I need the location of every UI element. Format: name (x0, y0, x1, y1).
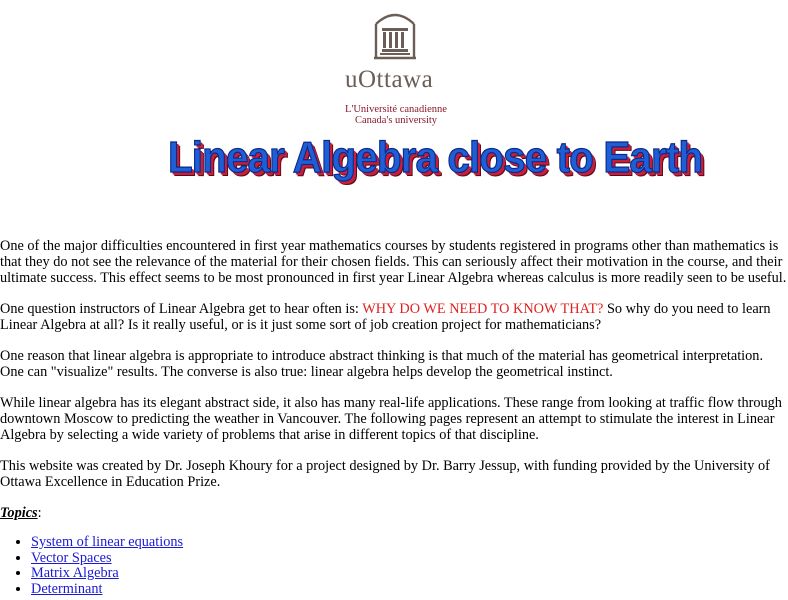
question-highlight: WHY DO WE NEED TO KNOW THAT? (362, 301, 604, 317)
tagline-french: L'Université canadienne (345, 104, 447, 115)
tagline-english: Canada's university (354, 115, 438, 126)
topic-link-determinant[interactable]: Determinant (31, 580, 103, 597)
topic-link-linear-equations[interactable]: System of linear equations (31, 534, 184, 550)
topics-colon: : (37, 505, 42, 521)
topics-list (0, 535, 788, 597)
topics-label: Topics (0, 505, 38, 521)
credits-paragraph: This website was created by Dr. Joseph Khoury for a project designed by Dr. Barry Jessup, with funding provided by the University of Ottawa Excellence in Education Prize. (0, 458, 770, 490)
logo-tagline (343, 104, 449, 126)
question-tail: So why do you need to learn Linear Algebra at all? Is it really useful, or is it just some sort of job creation project for mathematicians? (0, 301, 771, 333)
question-lead: One question instructors of Linear Algebra get to hear often is: (0, 301, 363, 317)
question-paragraph (0, 301, 788, 333)
building-icon (370, 8, 420, 60)
intro-paragraph: One of the major difficulties encountered in first year mathematics courses by students registered in programs other than mathematics is that they do not see the relevance of the material for their chosen fields. This can seriously affect their motivation in the course, and their ultimate success. This effect seems to be most pronounced in first year Linear Algebra whereas calculus is more readily seen to be useful. (0, 238, 787, 286)
topics-heading (0, 505, 788, 521)
banner-title: Linear Algebra close to Earth (168, 133, 703, 182)
list-item (31, 582, 788, 598)
list-item (31, 566, 788, 582)
abstract-paragraph: One reason that linear algebra is appropriate to introduce abstract thinking is that much of the material has geometrical interpretation. One can "visualize" results. The converse is also true: linear algebra helps develop the geometrical instinct. (0, 348, 764, 380)
list-item (31, 535, 788, 551)
applications-paragraph: While linear algebra has its elegant abstract side, it also has many real-life applications. These range from looking at traffic flow through downtown Moscow to predicting the weather in Vancouver. The following pages represent an attempt to stimulate the interest in Linear Algebra by selecting a wide variety of problems that arise in different topics of that discipline. (0, 395, 782, 443)
main-content (0, 238, 788, 597)
topic-link-matrix-algebra[interactable]: Matrix Algebra (31, 565, 119, 581)
logo-wordmark: uOttawa (345, 66, 434, 93)
topic-link-vector-spaces[interactable]: Vector Spaces (31, 549, 112, 566)
university-logo[interactable] (345, 8, 445, 60)
list-item (31, 551, 788, 567)
